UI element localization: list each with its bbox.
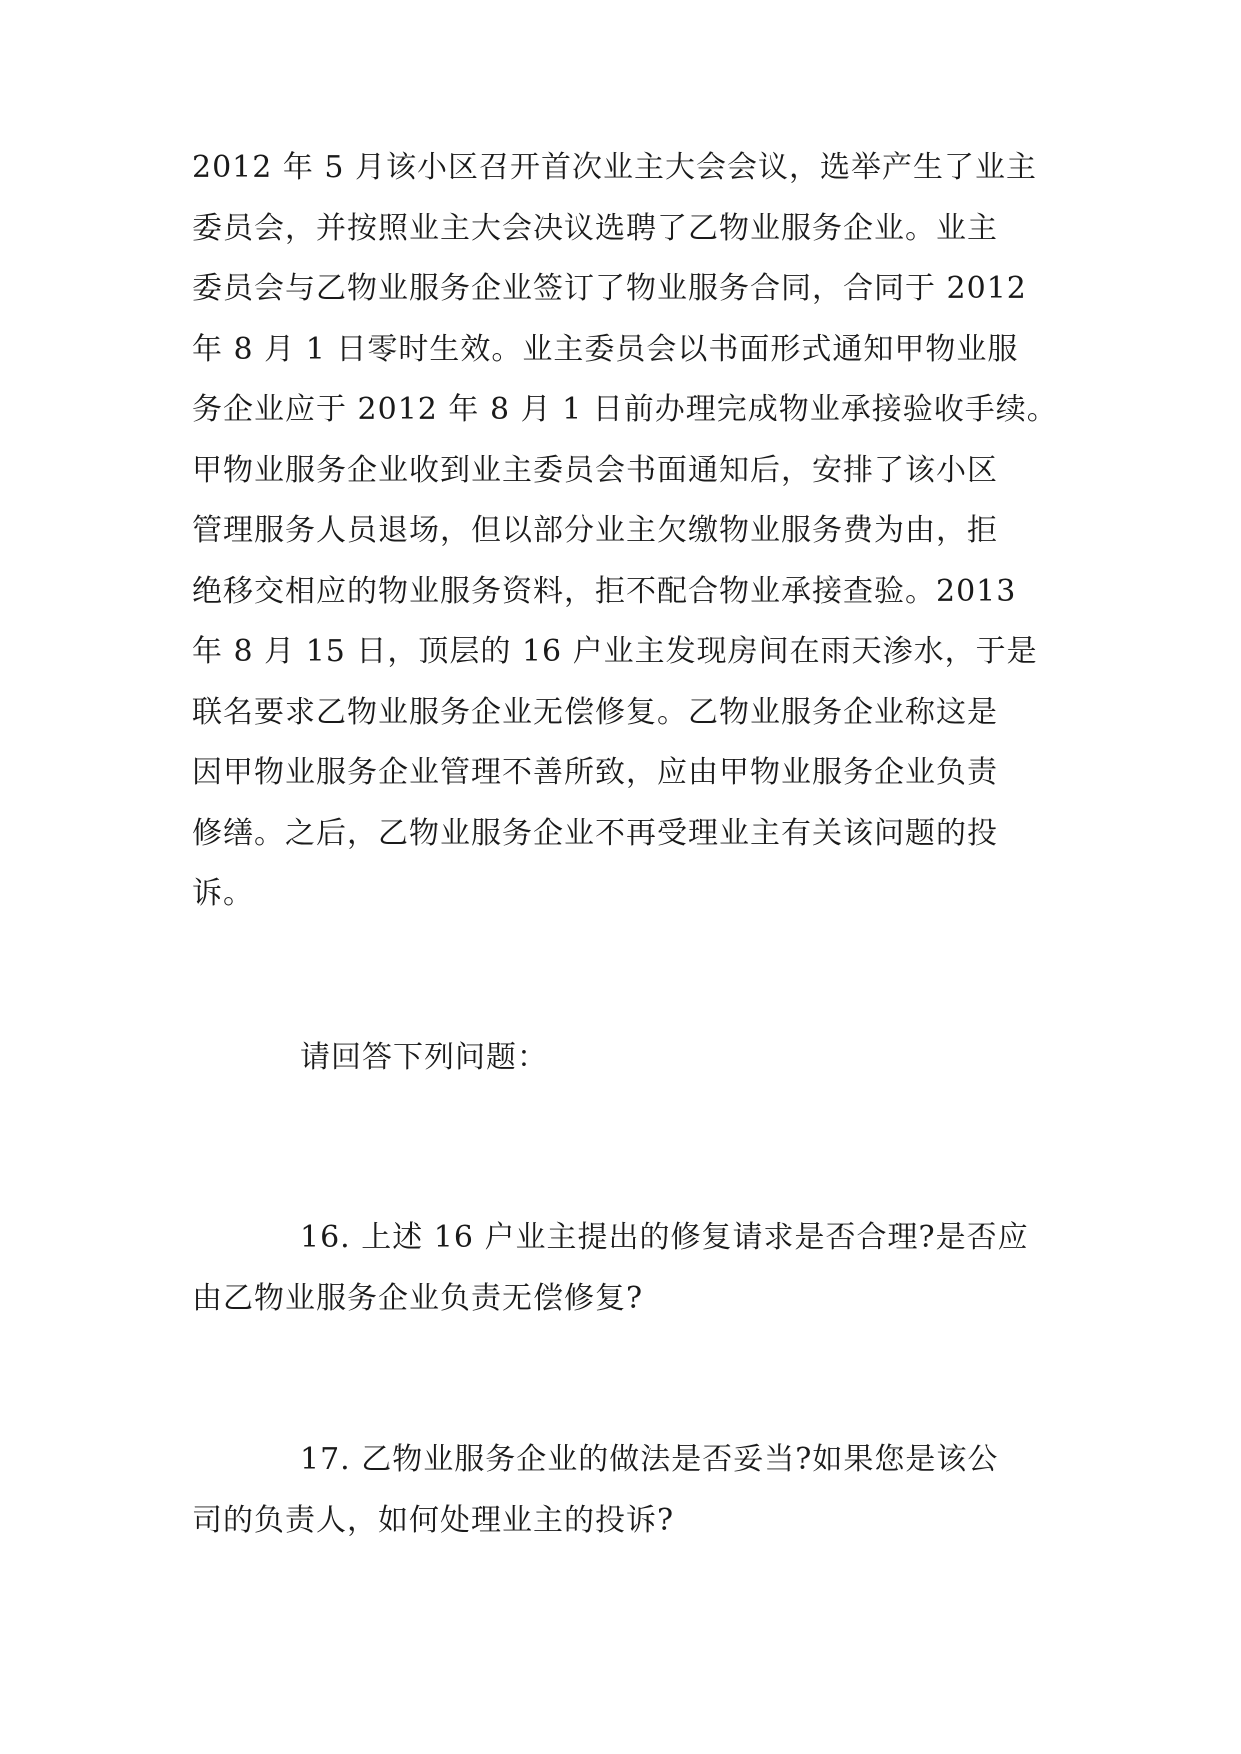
paragraph-line: 年 8 月 1 日零时生效。业主委员会以书面形式通知甲物业服 xyxy=(192,331,1019,367)
paragraph-line: 委员会与乙物业服务企业签订了物业服务合同，合同于 2012 xyxy=(192,271,1027,306)
question-line: 17. 乙物业服务企业的做法是否妥当?如果您是该公 xyxy=(300,1442,999,1477)
paragraph-line: 委员会，并按照业主大会决议选聘了乙物业服务企业。业主 xyxy=(192,210,998,246)
paragraph-line: 管理服务人员退场，但以部分业主欠缴物业服务费为由，拒 xyxy=(192,513,998,548)
case-paragraph xyxy=(192,138,1058,925)
question-line: 司的负责人，如何处理业主的投诉? xyxy=(192,1502,675,1538)
question-line: 由乙物业服务企业负责无偿修复? xyxy=(192,1280,644,1316)
paragraph-line: 甲物业服务企业收到业主委员会书面通知后，安排了该小区 xyxy=(192,452,998,488)
paragraph-line: 务企业应于 2012 年 8 月 1 日前办理完成物业承接验收手续。 xyxy=(192,392,1058,427)
paragraph-line: 因甲物业服务企业管理不善所致，应由甲物业服务企业负责 xyxy=(192,755,998,790)
question-17 xyxy=(192,1430,1052,1551)
paragraph-line: 联名要求乙物业服务企业无偿修复。乙物业服务企业称这是 xyxy=(192,694,998,730)
question-line: 16. 上述 16 户业主提出的修复请求是否合理?是否应 xyxy=(300,1220,1029,1255)
paragraph-line: 年 8 月 15 日，顶层的 16 户业主发现房间在雨天渗水，于是 xyxy=(192,634,1038,669)
questions-prompt xyxy=(192,1028,1052,1089)
paragraph-line: 2012 年 5 月该小区召开首次业主大会会议，选举产生了业主 xyxy=(192,150,1038,185)
question-16 xyxy=(192,1208,1052,1329)
paragraph-line: 诉。 xyxy=(192,876,254,911)
paragraph-line: 修缮。之后，乙物业服务企业不再受理业主有关该问题的投 xyxy=(192,815,998,851)
paragraph-line: 绝移交相应的物业服务资料，拒不配合物业承接查验。2013 xyxy=(192,573,1017,609)
prompt-text: 请回答下列问题： xyxy=(300,1040,548,1075)
